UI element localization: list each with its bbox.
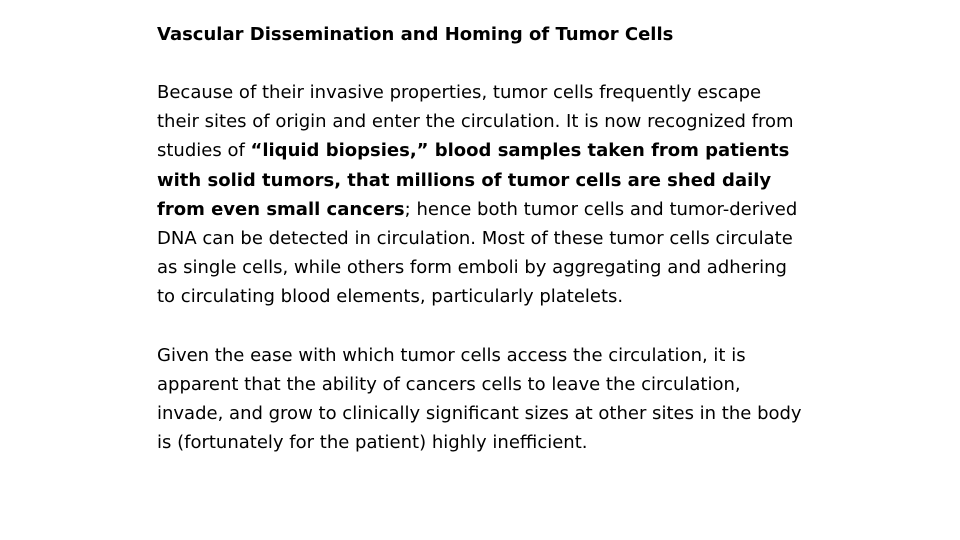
paragraph-1-text-start: Because of their invasive properties, tumor cells frequently escape their sites of origin and enter the circulation. It is now recognized from studies of (157, 82, 794, 162)
slide-title: Vascular Dissemination and Homing of Tumor Cells (157, 24, 674, 45)
paragraph-2: Given the ease with which tumor cells access the circulation, it is apparent that the ability of cancers cells to leave the circulation, invade, and grow to clinically significant sizes at other sites in the body is (fortunately for the patient) highly inefficient. (157, 344, 802, 454)
paragraph-1-text-end: ; hence both tumor cells and tumor-derived DNA can be detected in circulation. Most of these tumor cells circulate as single cells, while others form emboli by aggregating and adhering to circulating blood elements, particularly platelets. (157, 198, 798, 308)
paragraph-1-bold-text: “liquid biopsies,” blood samples taken from patients with solid tumors, that millions of tumor cells are shed daily from even small cancers (157, 140, 790, 220)
paragraph-1 (157, 78, 807, 312)
slide-content (157, 20, 807, 457)
